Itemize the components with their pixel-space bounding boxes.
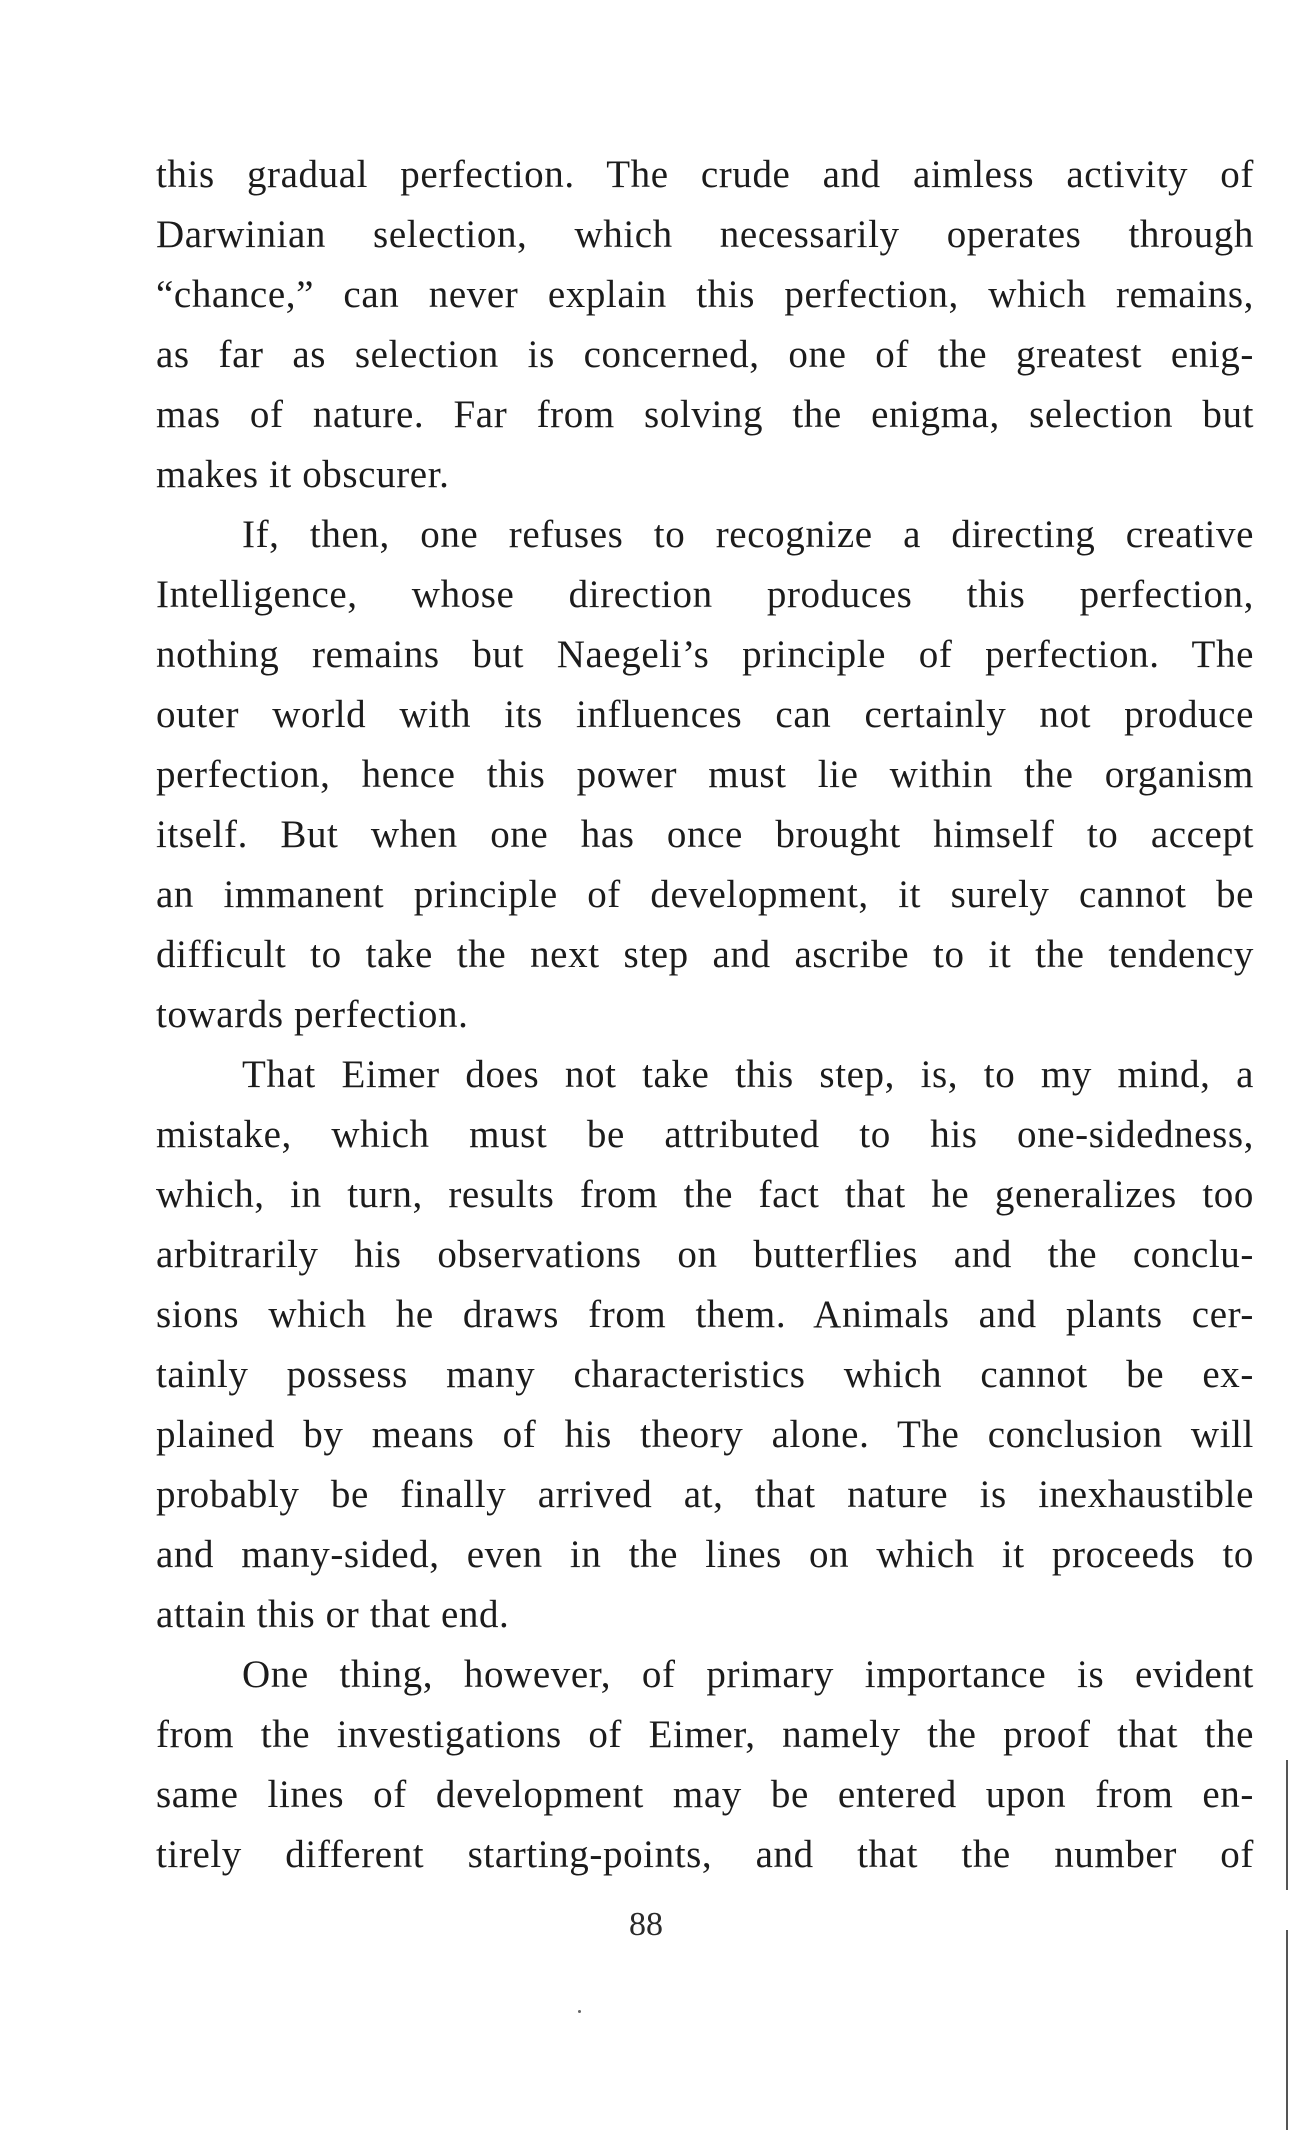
paragraph-4 bbox=[156, 1645, 1254, 1885]
text-line: tainly possess many characteristics which cannot be ex- bbox=[156, 1353, 1254, 1396]
text-line: plained by means of his theory alone. The conclusion will bbox=[156, 1413, 1254, 1456]
text-line: probably be finally arrived at, that nature is inexhaustible bbox=[156, 1473, 1254, 1516]
text-line: difficult to take the next step and ascribe to it the tendency bbox=[156, 933, 1254, 976]
text-line: as far as selection is concerned, one of the greatest enig- bbox=[156, 333, 1254, 376]
text-line: perfection, hence this power must lie within the organism bbox=[156, 753, 1254, 796]
text-line: If, then, one refuses to recognize a directing creative bbox=[242, 513, 1254, 556]
scan-dust-dot bbox=[578, 2010, 581, 2013]
page-number: 88 bbox=[629, 1906, 663, 1943]
scan-edge-mark bbox=[1286, 1760, 1288, 1890]
text-line: attain this or that end. bbox=[156, 1593, 510, 1636]
text-line: itself. But when one has once brought himself to accept bbox=[156, 813, 1254, 856]
text-line: tirely different starting-points, and that the number of bbox=[156, 1833, 1254, 1876]
text-line: Intelligence, whose direction produces this perfection, bbox=[156, 573, 1254, 616]
text-line: outer world with its influences can certainly not produce bbox=[156, 693, 1254, 736]
page-body bbox=[156, 145, 1254, 1885]
text-line: That Eimer does not take this step, is, to my mind, a bbox=[242, 1053, 1254, 1096]
text-line: Darwinian selection, which necessarily operates through bbox=[156, 213, 1254, 256]
paragraph-2 bbox=[156, 505, 1254, 1045]
scan-edge-mark bbox=[1286, 1930, 1288, 2130]
text-line: makes it obscurer. bbox=[156, 453, 450, 496]
text-line: nothing remains but Naegeli’s principle of perfection. The bbox=[156, 633, 1254, 676]
paragraph-1 bbox=[156, 145, 1254, 505]
text-line: “chance,” can never explain this perfection, which remains, bbox=[156, 273, 1254, 316]
text-line: an immanent principle of development, it surely cannot be bbox=[156, 873, 1254, 916]
text-line: and many-sided, even in the lines on which it proceeds to bbox=[156, 1533, 1254, 1576]
text-line: One thing, however, of primary importance is evident bbox=[242, 1653, 1254, 1696]
paragraph-3 bbox=[156, 1045, 1254, 1645]
text-line: which, in turn, results from the fact that he generalizes too bbox=[156, 1173, 1254, 1216]
text-line: this gradual perfection. The crude and aimless activity of bbox=[156, 153, 1254, 196]
text-line: sions which he draws from them. Animals and plants cer- bbox=[156, 1293, 1254, 1336]
text-line: arbitrarily his observations on butterflies and the conclu- bbox=[156, 1233, 1254, 1276]
text-line: mas of nature. Far from solving the enigma, selection but bbox=[156, 393, 1254, 436]
text-line: mistake, which must be attributed to his one-sidedness, bbox=[156, 1113, 1254, 1156]
text-line: from the investigations of Eimer, namely the proof that the bbox=[156, 1713, 1254, 1756]
text-line: same lines of development may be entered upon from en- bbox=[156, 1773, 1254, 1816]
text-line: towards perfection. bbox=[156, 993, 469, 1036]
